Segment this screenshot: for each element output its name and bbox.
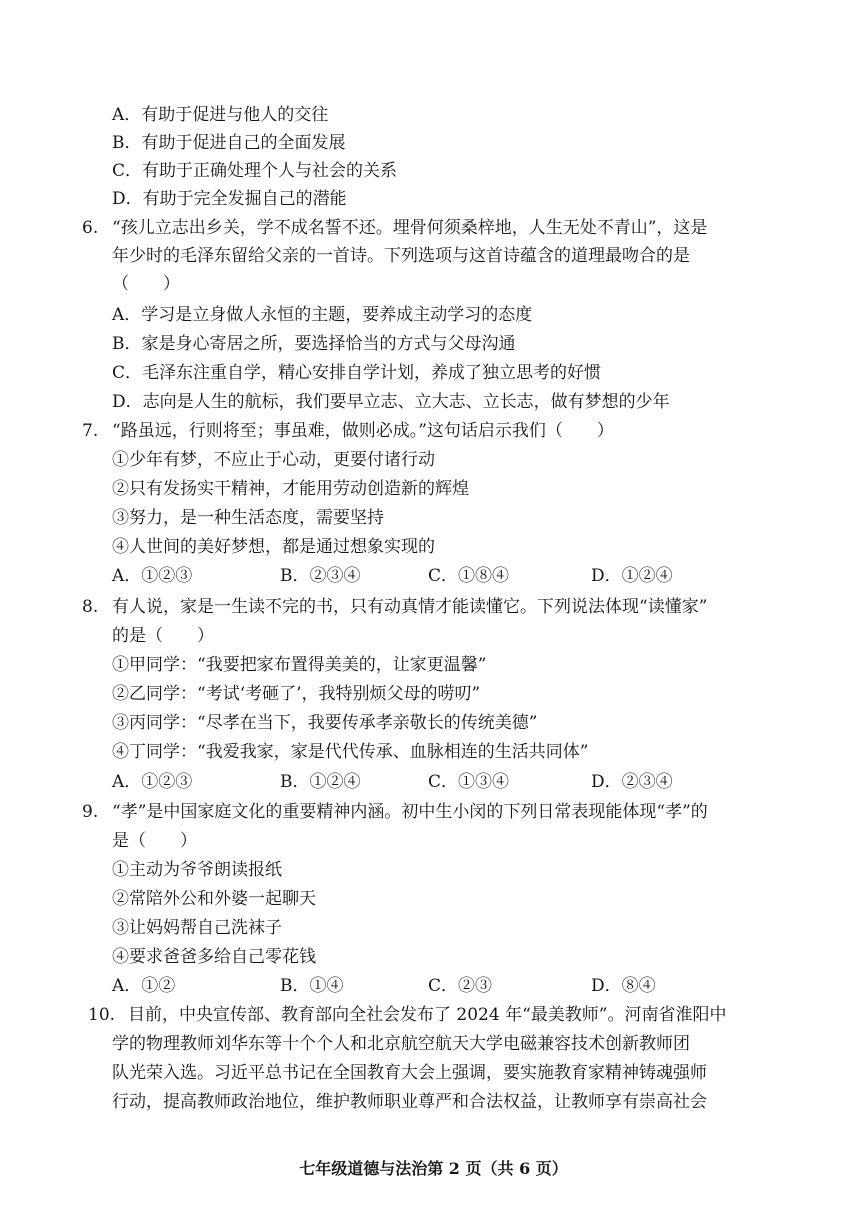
q6-stem-line-2: 年少时的毛泽东留给父亲的一首诗。下列选项与这首诗蕴含的道理最吻合的是 [112,246,690,266]
q8-item-1: ①甲同学：“我要把家布置得美美的，让家更温馨” [112,655,487,675]
q9-choice-c: C．②③ [428,976,493,996]
q9-choice-d: D．⑧④ [591,976,656,996]
page-footer: 七年级道德与法治第 2 页（共 6 页） [299,1159,568,1178]
q6-number: 6. [82,218,99,238]
q9-stem-line-2: 是（ ） [112,831,197,851]
q9-choice-a: A．①② [112,976,176,996]
q8-choice-b: B．①②④ [280,772,361,792]
q8-stem-line-1: 有人说，家是一生读不完的书，只有动真情才能读懂它。下列说法体现“读懂家” [112,597,708,617]
q8-choices [0,770,867,794]
q9-item-2: ②常陪外公和外婆一起聊天 [112,889,316,909]
q10-line-3: 队光荣入选。习近平总书记在全国教育大会上强调，要实施教育家精神铸魂强师 [112,1063,707,1083]
q10-line-4: 行动，提高教师政治地位，维护教师职业尊严和合法权益，让教师享有崇高社会 [112,1092,707,1112]
q8-choice-c: C．①③④ [428,772,510,792]
q7-choices [0,564,867,588]
q9-choice-b: B．①④ [280,976,344,996]
q7-number: 7. [82,421,99,441]
q8-item-3: ③丙同学：“尽孝在当下，我要传承孝亲敬长的传统美德” [112,713,538,733]
q9-choices [0,974,867,998]
q9-item-3: ③让妈妈帮自己洗袜子 [112,918,282,938]
q8-item-4: ④丁同学：“我爱我家，家是代代传承、血脉相连的生活共同体” [112,742,589,762]
q8-number: 8. [82,597,99,617]
q6-option-c: C．毛泽东注重自学，精心安排自学计划，养成了独立思考的好惯 [112,363,602,383]
q8-choice-a: A．①②③ [112,772,193,792]
q9-stem-line-1: “孝”是中国家庭文化的重要精神内涵。初中生小闵的下列日常表现能体现“孝”的 [112,802,708,822]
q6-option-b: B．家是身心寄居之所，要选择恰当的方式与父母沟通 [112,334,516,354]
q8-item-2: ②乙同学：“考试‘考砸了’，我特别烦父母的唠叨” [112,684,481,704]
q5-option-a: A．有助于促进与他人的交往 [112,105,329,125]
q7-choice-c: C．①⑧④ [428,566,510,586]
q7-item-3: ③努力，是一种生活态度，需要坚持 [112,508,384,528]
q7-choice-a: A．①②③ [112,566,193,586]
q10-number: 10. [88,1005,116,1025]
q8-choice-d: D．②③④ [591,772,673,792]
q7-choice-b: B．②③④ [280,566,361,586]
q7-choice-d: D．①②④ [591,566,673,586]
q7-item-4: ④人世间的美好梦想，都是通过想象实现的 [112,537,435,557]
q5-option-b: B．有助于促进自己的全面发展 [112,133,346,153]
q5-option-c: C．有助于正确处理个人与社会的关系 [112,161,398,181]
q9-number: 9. [82,802,99,822]
q9-item-4: ④要求爸爸多给自己零花钱 [112,947,316,967]
q10-line-2: 学的物理教师刘华东等十个个人和北京航空航天大学电磁兼容技术创新教师团 [112,1034,690,1054]
q6-option-d: D．志向是人生的航标，我们要早立志、立大志、立长志，做有梦想的少年 [112,392,670,412]
q7-stem: “路虽远，行则将至；事虽难，做则必成。”这句话启示我们（ ） [112,421,614,441]
q9-item-1: ①主动为爷爷朗读报纸 [112,860,282,880]
q8-stem-line-2: 的是（ ） [112,626,214,646]
q5-option-d: D．有助于完全发掘自己的潜能 [112,189,347,209]
q10-line-1: 目前，中央宣传部、教育部向全社会发布了 2024 年“最美教师”。河南省淮阳中 [128,1005,727,1025]
q6-option-a: A．学习是立身做人永恒的主题，要养成主动学习的态度 [112,305,533,325]
q7-item-2: ②只有发扬实干精神，才能用劳动创造新的辉煌 [112,479,469,499]
q7-item-1: ①少年有梦，不应止于心动，更要付诸行动 [112,450,435,470]
q6-answer-blank: （ ） [112,274,180,294]
q6-stem-line-1: “孩儿立志出乡关，学不成名誓不还。埋骨何须桑梓地，人生无处不青山”，这是 [112,218,708,238]
